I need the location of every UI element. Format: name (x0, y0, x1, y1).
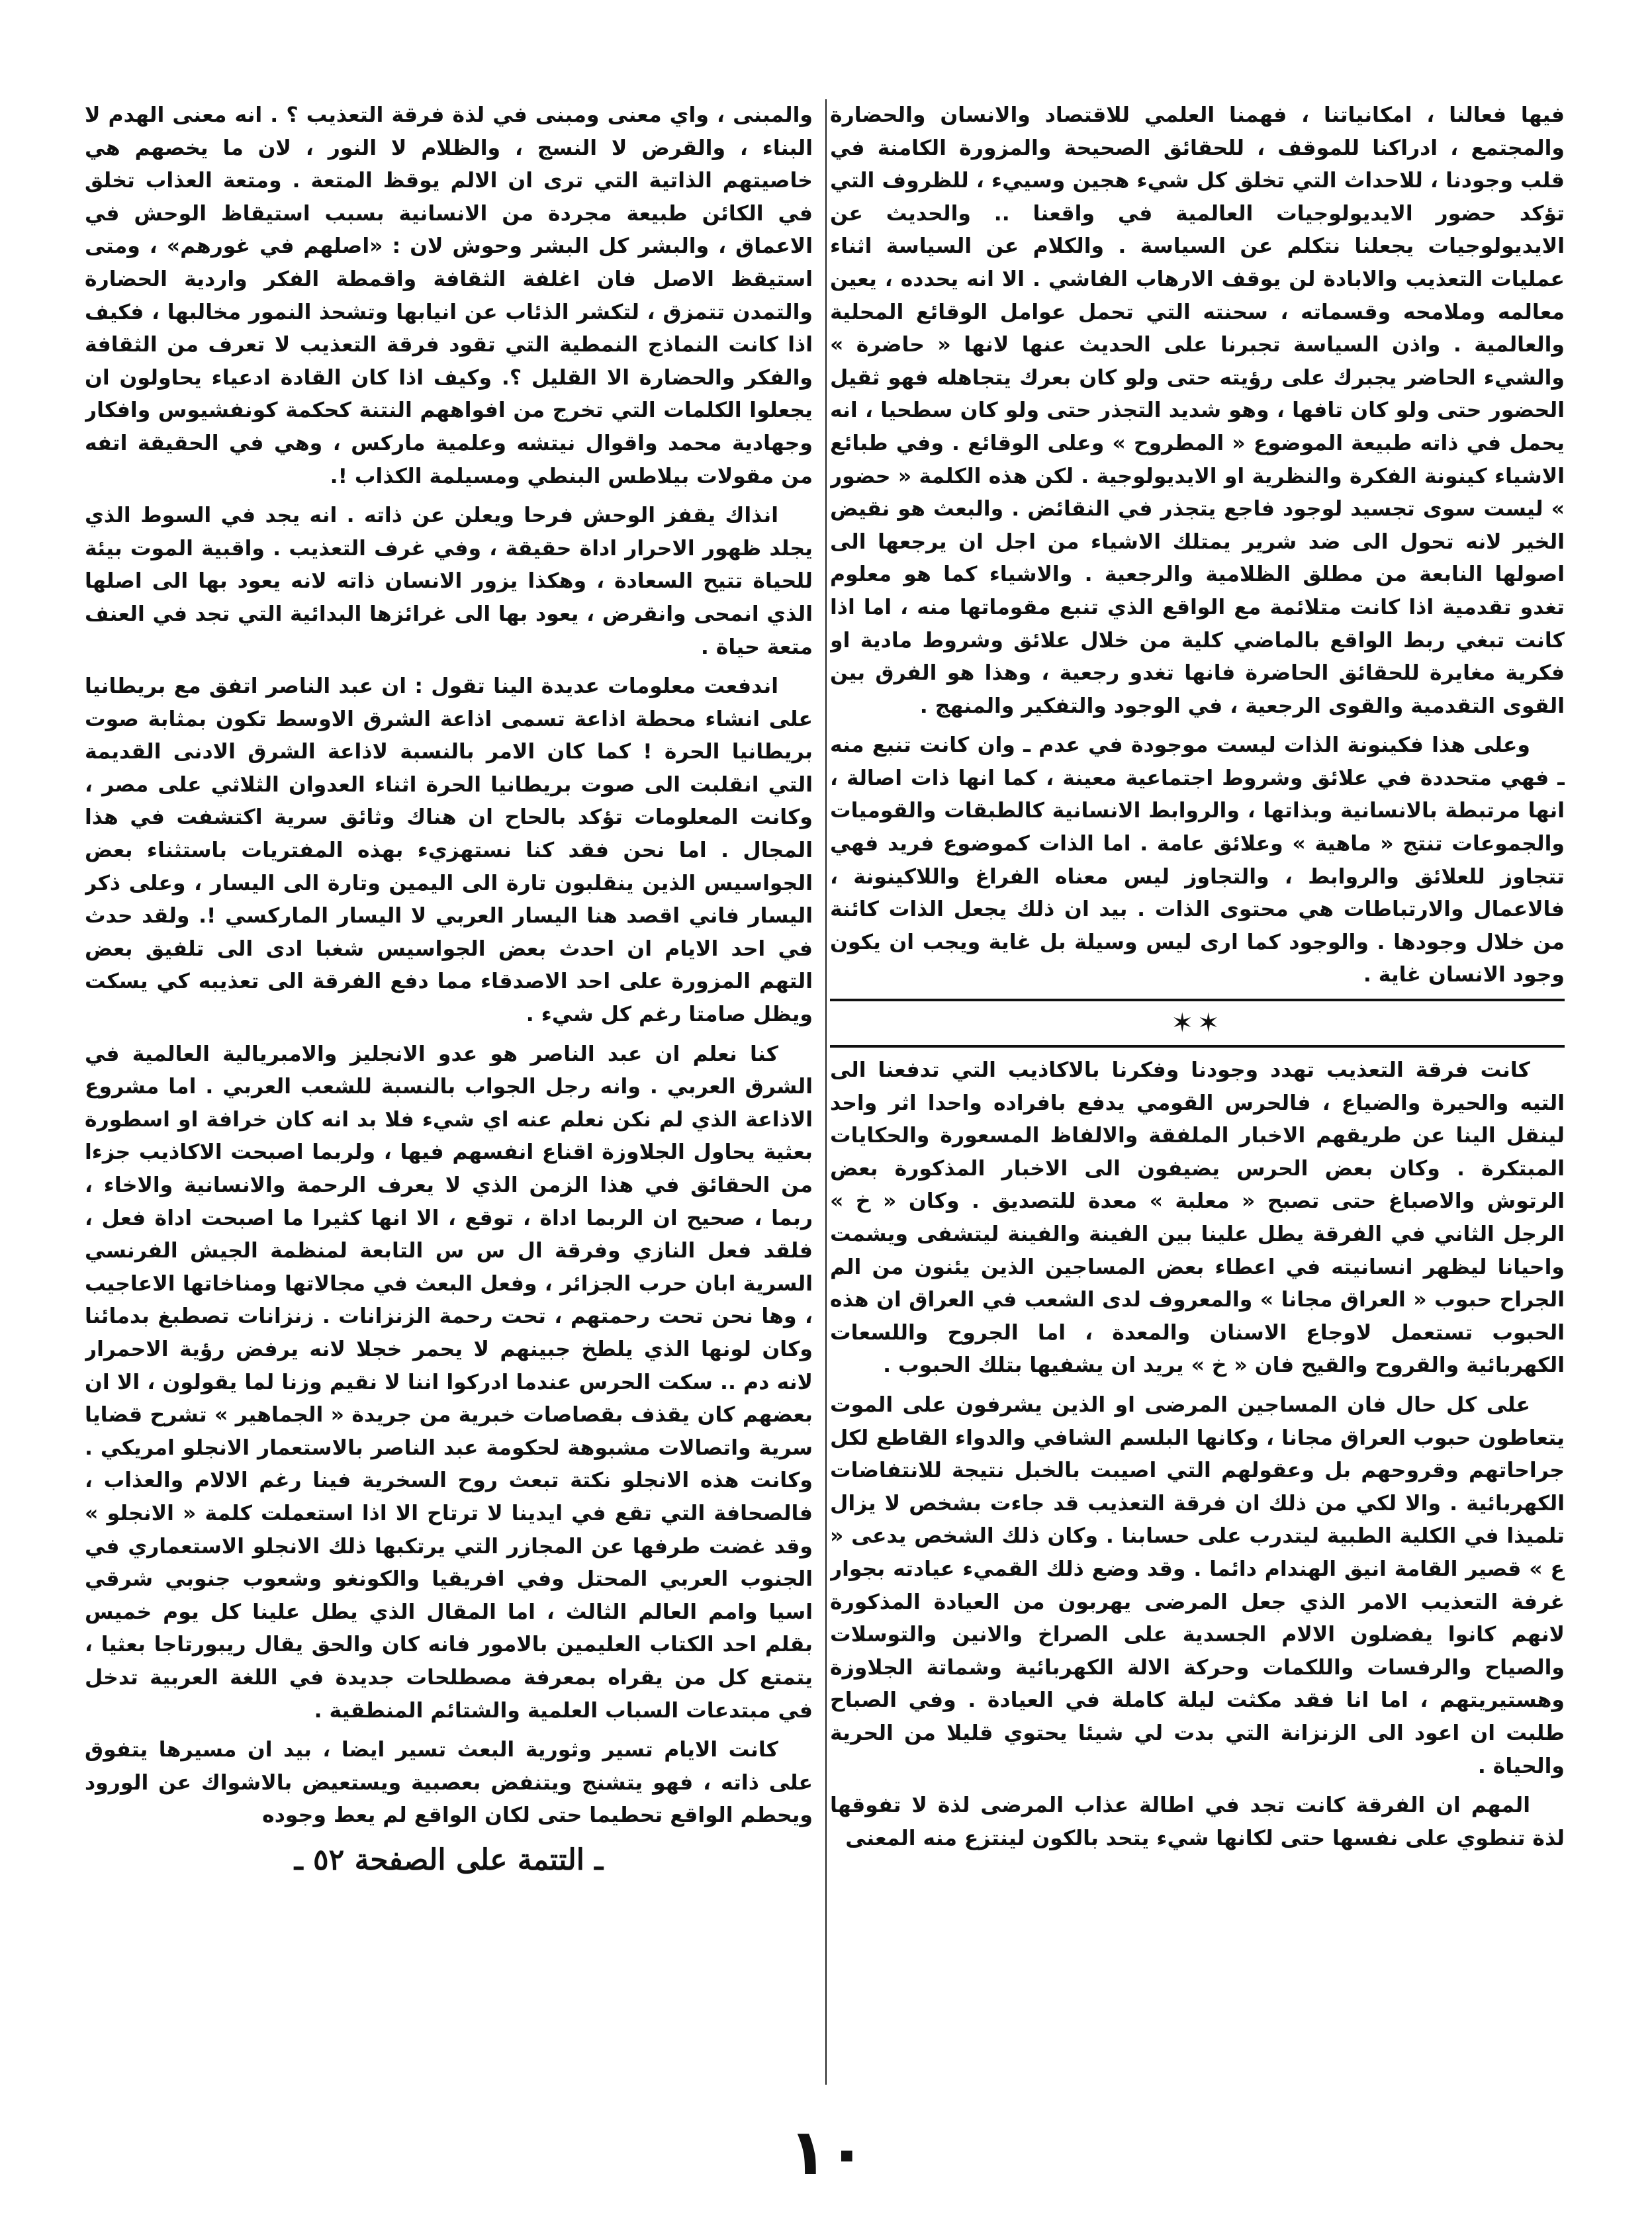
body-paragraph: وعلى هذا فكينونة الذات ليست موجودة في عدم ـ وان كانت تنبع منه ـ فهي متحددة في علائق وشروط اجتماعية معينة ، كما انها ذات اصالة ، انها مرتبطة بالانسانية وبذاتها ، والروابط الانسانية كالطبقات والقوميات والجموعات تنتج « ماهية » وعلائق عامة . اما الذات كموضوع فريد فهي تتجاوز للعلائق والروابط ، والتجاوز ليس معناه الفراغ واللاكينونة ، فالاعمال والارتباطات هي محتوى الذات . بيد ان ذلك يجعل الذات كائنة من خلال وجودها . والوجود كما ارى ليس وسيلة بل غاية ويجب ان يكون وجود الانسان غاية . (830, 733, 1565, 987)
body-paragraph: فيها فعالنا ، امكانياتنا ، فهمنا العلمي للاقتصاد والانسان والحضارة والمجتمع ، ادراكنا للموقف ، للحقائق الصحيحة والمزورة الكامنة في قلب وجودنا ، للاحداث التي تخلق كل شيء هجين وسييء ، للظروف التي تؤكد حضور الايديولوجيات العالمية في واقعنا .. والحديث عن الايديولوجيات يجعلنا نتكلم عن السياسة . والكلام عن السياسة اثناء عمليات التعذيب والابادة لن يوقف الارهاب الفاشي . الا انه يحدده ، يعين معالمه وملامحه وقسماته ، سحنته التي تحمل عوامل الوقائع المحلية والعالمية . واذن السياسة تجبرنا على الحديث عنها لانها « حاضرة » والشيء الحاضر يجبرك على رؤيته حتى ولو كان بعرك يتجاهله فهو ثقيل الحضور حتى ولو كان تافها ، وهو شديد التجذر حتى ولو كان سطحيا ، انه يحمل في ذاته طبيعة الموضوع « المطروح » وعلى الوقائع . وفي طبائع الاشياء كينونة الفكرة والنظرية او الايديولوجية . لكن هذه الكلمة « حضور » ليست سوى تجسيد لوجود فاجع يتجذر في النقائض . والبعث هو نقيض الخير لانه تحول الى ضد شرير يمتلك الاشياء من اجل ان يرجعها الى اصولها النابعة من مطلق الظلامية والرجعية . والاشياء كما هو معلوم تغدو تقدمية اذا كانت متلائمة مع الواقع الذي تنبع مقوماتها منه ، اما اذا كانت تبغي ربط الواقع بالماضي كلية من خلال علائق وشروط مادية او فكرية مغايرة للحقائق الحاضرة فانها تغدو رجعية ، وهذا هو الفرق بين القوى التقدمية والقوى الرجعية ، في الوجود والتفكير والمنهج . (830, 103, 1565, 718)
column-divider (825, 99, 827, 2085)
body-paragraph: كانت الايام تسير وثورية البعث تسير ايضا ، بيد ان مسيرها يتفوق على ذاته ، فهو يتشنج ويتنفض بعصبية ويستعيض بالاشواك عن الورود ويحطم الواقع تحطيما حتى لكان الواقع لم يعط وجوده (85, 1738, 813, 1828)
right-column (830, 99, 1565, 2091)
section-separator: ✶✶ (1171, 1008, 1224, 1039)
body-paragraph: اندفعت معلومات عديدة الينا تقول : ان عبد الناصر اتفق مع بريطانيا على انشاء محطة اذاعة تسمى اذاعة الشرق الاوسط تكون بمثابة صوت بريطانيا الحرة ! كما كان الامر بالنسبة لاذاعة الشرق الادنى القديمة التي انقلبت الى صوت بريطانيا الحرة اثناء العدوان الثلاثي على مصر ، وكانت المعلومات تؤكد بالحاح ان هناك وثائق سرية اكتشفت في هذا المجال . اما نحن فقد كنا نستهزيء بهذه المفتريات باستثناء بعض الجواسيس الذين ينقلبون تارة الى اليمين وتارة الى اليسار ، وعلى ذكر اليسار فاني اقصد هنا اليسار العربي لا اليسار الماركسي !. ولقد حدث في احد الايام ان احدث بعض الجواسيس شغبا ادى الى تلفيق بعض التهم المزورة على احد الاصدقاء مما دفع الفرقة الى تعذيبه كي يسكت ويظل صامتا رغم كل شيء . (85, 674, 813, 1027)
section-rule (830, 1045, 1565, 1048)
body-paragraph: كانت فرقة التعذيب تهدد وجودنا وفكرنا بالاكاذيب التي تدفعنا الى التيه والحيرة والضياع ، فالحرس القومي يدفع بافراده واحدا اثر واحد لينقل الينا عن طريقهم الاخبار الملفقة والالفاظ المسعورة والحكايات المبتكرة . وكان بعض الحرس يضيفون الى الاخبار المذكورة بعض الرتوش والاصباغ حتى تصبح « معلبة » معدة للتصديق . وكان « خ » الرجل الثاني في الفرقة يطل علينا بين الفينة والفينة ليتشفى ويشمت واحيانا ليظهر انسانيته في اعطاء بعض المساجين الذين يئنون من الم الجراح حبوب « العراق مجانا » والمعروف لدى الشعب في العراق ان هذه الحبوب تستعمل لاوجاع الاسنان والمعدة ، اما الجروح واللسعات الكهربائية والقروح والقيح فان « خ » يريد ان يشفيها بتلك الحبوب . (830, 1058, 1565, 1378)
body-paragraph: كنا نعلم ان عبد الناصر هو عدو الانجليز والامبريالية العالمية في الشرق العربي . وانه رجل الجواب بالنسبة للشعب العربي . اما مشروع الاذاعة الذي لم نكن نعلم عنه اي شيء فلا بد انه كان خرافة او اسطورة بعثية يحاول الجلاوزة اقناع انفسهم فيها ، ولربما اصبحت الاكاذيب جزءا من الحقائق في هذا الزمن الذي لا يعرف الرحمة والانسانية والاخاء ، ربما ، صحيح ان الربما اداة ، توقع ، الا انها كثيرا ما اصبحت اداة فعل ، فلقد فعل النازي وفرقة ال س س التابعة لمنظمة الجيش الفرنسي السرية ابان حرب الجزائر ، وفعل البعث في مجالاتها ومناخاتها الاعاجيب ، وها نحن تحت رحمتهم ، تحت رحمة الزنزانات . زنزانات تصطبغ بدمائنا وكان لونها الذي يلطخ جبينهم لا يحمر خجلا لانه يرفض رؤية الاحمرار لانه دم .. سكت الحرس عندما ادركوا اننا لا نقيم وزنا لما يقولون ، الا ان بعضهم كان يقذف بقصاصات خبرية من جريدة « الجماهير » تشرح قضايا سرية واتصالات مشبوهة لحكومة عبد الناصر بالاستعمار الانجلو امريكي . وكانت هذه الانجلو نكتة تبعث روح السخرية فينا رغم الالام والعذاب ، فالصحافة التي تقع في ايدينا لا ترتاح الا اذا استعملت كلمة « الانجلو » وقد غضت طرفها عن المجازر التي يرتكبها ذلك الانجلو الاستعماري في الجنوب العربي المحتل وفي افريقيا والكونغو وشعوب جنوبي شرقي اسيا وامم العالم الثالث ، اما المقال الذي يطل علينا كل يوم خميس بقلم احد الكتاب العليمين بالامور فانه كان والحق يقال ريبورتاجا بعثيا ، يتمتع كل من يقراه بمعرفة مصطلحات جديدة في اللغة العربية تدخل في مبتدعات السباب العلمية والشتائم المنطقية . (85, 1042, 813, 1723)
body-paragraph: والمبنى ، واي معنى ومبنى في لذة فرقة التعذيب ؟ . انه معنى الهدم لا البناء ، والقرض لا النسج ، والظلام لا النور ، لان ما يخصهم هي خاصيتهم الذاتية التي ترى ان الالم يوقظ المتعة . ومتعة العذاب تخلق في الكائن طبيعة مجردة من الانسانية بسبب استيقاظ الوحش في الاعماق ، والبشر كل البشر وحوش لان : «اصلهم في غورهم» ، ومتى استيقظ الاصل فان اغلفة الثقافة واقمطة الفكر واردية الحضارة والتمدن تتمزق ، لتكشر الذئاب عن انيابها وتشحذ النمور مخالبها ، فكيف اذا كانت النماذج النمطية التي تقود فرقة التعذيب لا تعرف من الثقافة والفكر والحضارة الا القليل ؟. وكيف اذا كان القادة ادعياء يحاولون ان يجعلوا الكلمات التي تخرج من افواههم النتنة كحكمة كونفشيوس وافكار وجهادية محمد واقوال نيتشه وعلمية ماركس ، وهي في الحقيقة اتفه من مقولات بيلاطس البنطي ومسيلمة الكذاب !. (85, 103, 813, 488)
page-number: ١٠ (788, 2115, 866, 2189)
body-paragraph: على كل حال فان المساجين المرضى او الذين يشرفون على الموت يتعاطون حبوب العراق مجانا ، وكانها البلسم الشافي والدواء القاطع لكل جراحاتهم وقروحهم بل وعقولهم التي اصيبت بالخبل نتيجة للانتفاضات الكهربائية . والا لكي من ذلك ان فرقة التعذيب قد جاءت بشخص لا يزال تلميذا في الكلية الطبية ليتدرب على حسابنا . وكان ذلك الشخص يدعى « ع » قصير القامة انيق الهندام دائما . وقد وضع ذلك القميء عيادته بجوار غرفة التعذيب الامر الذي جعل المرضى يهربون من العيادة المذكورة لانهم كانوا يفضلون الالام الجسدية على الصراخ والانين والتوسلات والصياح والرفسات واللكمات وحركة الالة الكهربائية وشماتة الجلاوزة وهستيريتهم ، اما انا فقد مكثت ليلة كاملة في العيادة . وفي الصباح طلبت ان اعود الى الزنزانة التي بدت لي شيئا يحتوي قليلا من الحرية والحياة . (830, 1392, 1565, 1778)
body-paragraph: انذاك يقفز الوحش فرحا ويعلن عن ذاته . انه يجد في السوط الذي يجلد ظهور الاحرار اداة حقيقة ، وفي غرف التعذيب . واقبية الموت بيئة للحياة تتيح السعادة ، وهكذا يزور الانسان ذاته لانه يعود بها الى اصلها الذي انمحى وانقرض ، يعود بها الى غرائزها البدائية التي تجد في العنف متعة حياة . (85, 504, 813, 659)
body-paragraph: المهم ان الفرقة كانت تجد في اطالة عذاب المرضى لذة لا تفوقها لذة تنطوي على نفسها حتى لكانها شيء يتحد بالكون لينتزع منه المعنى (830, 1793, 1565, 1850)
left-column (85, 99, 813, 2091)
continued-note: ـ التتمة على الصفحة ٥٢ ـ (294, 1842, 604, 1877)
section-rule (830, 999, 1565, 1001)
